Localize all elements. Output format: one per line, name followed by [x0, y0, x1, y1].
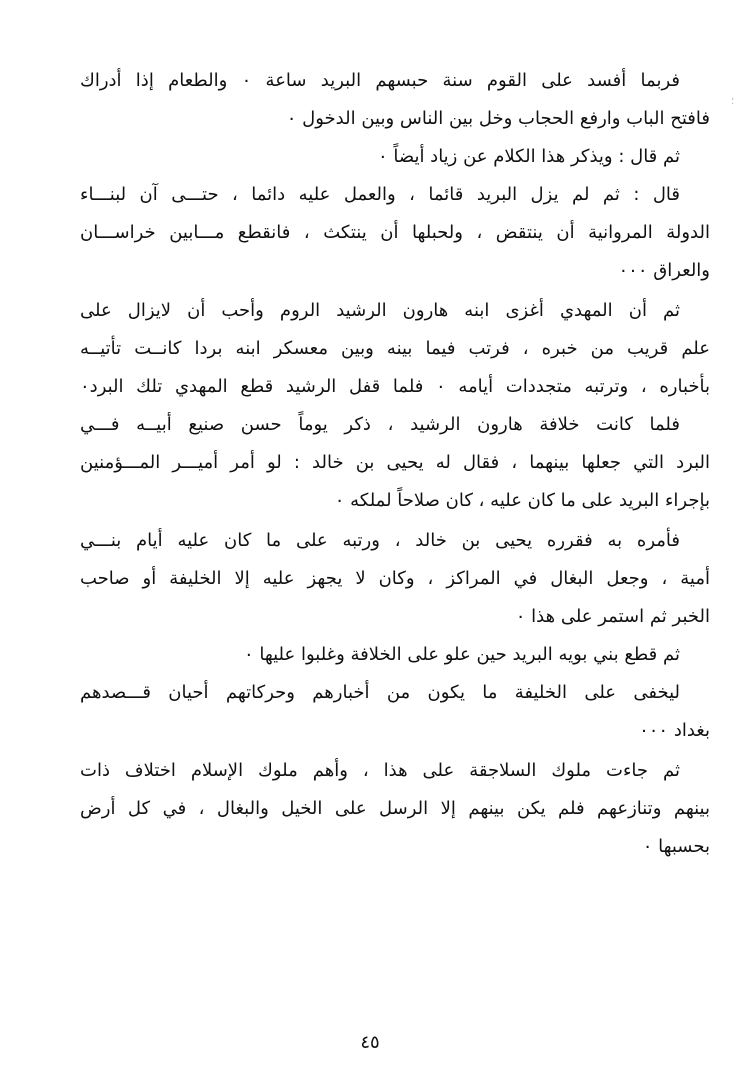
text-line: ليخفى على الخليفة ما يكون من أخبارهم وحركاتهم أحيان قـــصدهم: [80, 682, 680, 703]
text-line: علم قريب من خبره ، فرتب فيما بينه وبين معسكر ابنه بردا كانــت تأتيــه: [80, 338, 710, 359]
scan-edge-mark: ؛: [731, 96, 735, 107]
text-line: أمية ، وجعل البغال في المراكز ، وكان لا يجهز عليه إلا الخليفة أو صاحب: [80, 568, 710, 589]
body-text: [80, 62, 710, 866]
text-line: بينهم وتنازعهم فلم يكن بينهم إلا الرسل على الخيل والبغال ، في كل أرض: [80, 798, 710, 819]
text-line: بغداد ٠٠٠: [639, 720, 710, 741]
text-line: البرد التي جعلها بينهما ، فقال له يحيى بن خالد : لو أمر أميـــر المـــؤمنين: [80, 452, 710, 473]
text-line: بإجراء البريد على ما كان عليه ، كان صلاحاً لملكه ٠: [334, 490, 710, 511]
page-number: ٤٥: [360, 1032, 380, 1053]
text-line: والعراق ٠٠٠: [618, 260, 710, 281]
text-line: الخبر ثم استمر على هذا ٠: [515, 606, 710, 627]
text-line: فأمره به فقرره يحيى بن خالد ، ورتبه على ما كان عليه أيام بنـــي: [80, 530, 680, 551]
text-line: الدولة المروانية أن ينتقض ، ولحبلها أن ينتكث ، فانقطع مـــابين خراســـان: [80, 222, 710, 243]
text-line: قال : ثم لم يزل البريد قائما ، والعمل عليه دائما ، حتـــى آن لبنـــاء: [80, 184, 680, 205]
text-line: فربما أفسد على القوم سنة حبسهم البريد ساعة ٠ والطعام إذا أدراك: [80, 70, 680, 91]
text-line: ثم أن المهدي أغزى ابنه هارون الرشيد الروم وأحب أن لايزال على: [80, 300, 680, 321]
text-line: بحسبها ٠: [642, 836, 710, 857]
text-line: ثم قطع بني بويه البريد حين علو على الخلافة وغلبوا عليها ٠: [243, 644, 680, 665]
text-line: فلما كانت خلافة هارون الرشيد ، ذكر يوماً حسن صنيع أبيــه فـــي: [80, 414, 680, 435]
text-line: ثم قال : ويذكر هذا الكلام عن زياد أيضاً ٠: [377, 146, 680, 167]
text-line: فافتح الباب وارفع الحجاب وخل بين الناس وبين الدخول ٠: [286, 108, 710, 129]
text-line: ثم جاءت ملوك السلاجقة على هذا ، وأهم ملوك الإسلام اختلاف ذات: [80, 760, 680, 781]
text-line: بأخباره ، وترتبه متجددات أيامه ٠ فلما قفل الرشيد قطع المهدي تلك البرد٠: [80, 376, 710, 397]
